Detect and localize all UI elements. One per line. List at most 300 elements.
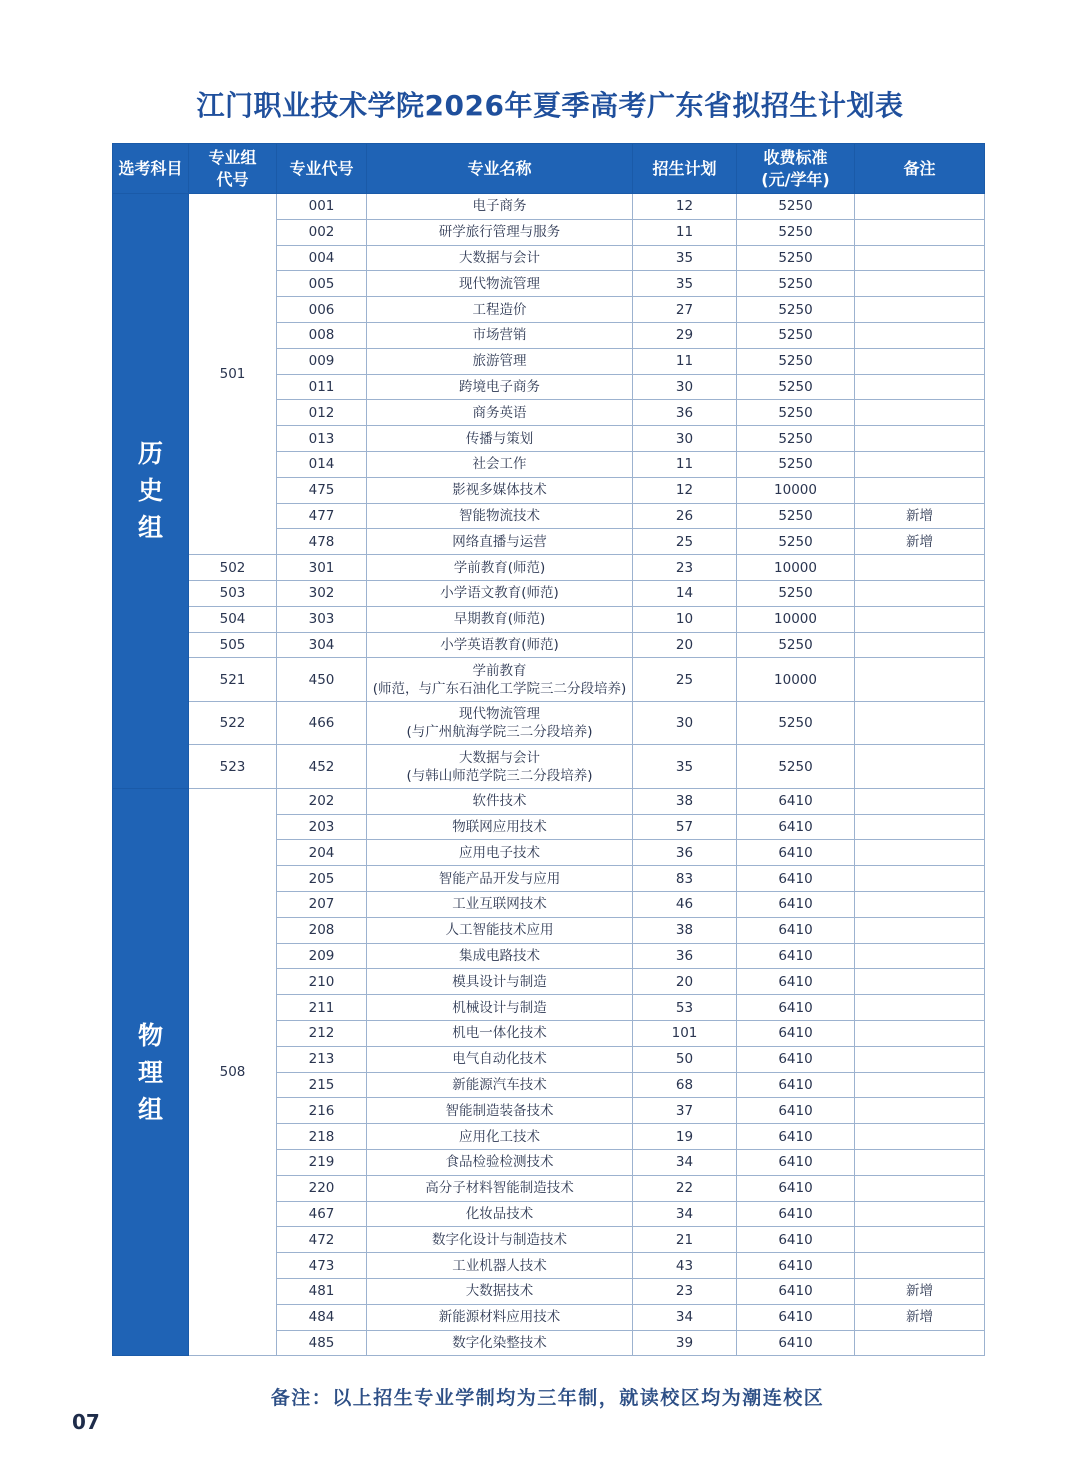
remark-cell xyxy=(855,1150,985,1176)
remark-cell xyxy=(855,400,985,426)
plan-cell: 11 xyxy=(633,451,737,477)
major-code-cell: 472 xyxy=(277,1227,367,1253)
major-code-cell: 008 xyxy=(277,322,367,348)
remark-cell xyxy=(855,814,985,840)
major-code-cell: 204 xyxy=(277,840,367,866)
major-name-cell xyxy=(367,426,633,452)
major-name: 物联网应用技术 xyxy=(452,819,547,836)
fee-cell: 6410 xyxy=(737,1201,855,1227)
table-row xyxy=(113,580,985,606)
remark-cell xyxy=(855,1072,985,1098)
major-name: 食品检验检测技术 xyxy=(445,1154,554,1171)
major-name: 研学旅行管理与服务 xyxy=(438,224,561,241)
fee-cell: 5250 xyxy=(737,322,855,348)
major-code-cell: 203 xyxy=(277,814,367,840)
plan-cell: 30 xyxy=(633,426,737,452)
major-name: 学前教育(师范) xyxy=(453,559,546,576)
table-row xyxy=(113,606,985,632)
remark-cell: 新增 xyxy=(855,529,985,555)
plan-cell: 25 xyxy=(633,658,737,702)
major-code-cell: 477 xyxy=(277,503,367,529)
major-code-cell: 009 xyxy=(277,348,367,374)
major-name: 高分子材料智能制造技术 xyxy=(425,1180,574,1197)
major-code-cell: 014 xyxy=(277,451,367,477)
major-name: 影视多媒体技术 xyxy=(452,482,547,499)
fee-cell: 5250 xyxy=(737,426,855,452)
fee-cell: 6410 xyxy=(737,1072,855,1098)
group-code-cell: 503 xyxy=(189,580,277,606)
major-name-cell xyxy=(367,606,633,632)
major-name: 传播与策划 xyxy=(465,430,534,447)
major-name: 数字化染整技术 xyxy=(452,1334,547,1351)
major-name-cell xyxy=(367,701,633,745)
major-name-cell xyxy=(367,348,633,374)
plan-cell: 50 xyxy=(633,1046,737,1072)
major-name: 旅游管理 xyxy=(472,353,527,370)
plan-cell: 36 xyxy=(633,943,737,969)
plan-cell: 43 xyxy=(633,1253,737,1279)
fee-cell: 5250 xyxy=(737,451,855,477)
remark-cell xyxy=(855,917,985,943)
major-code-cell: 211 xyxy=(277,995,367,1021)
major-code-cell: 303 xyxy=(277,606,367,632)
major-name: 集成电路技术 xyxy=(459,948,540,965)
fee-cell: 10000 xyxy=(737,477,855,503)
major-code-cell: 475 xyxy=(277,477,367,503)
plan-cell: 38 xyxy=(633,917,737,943)
remark-cell xyxy=(855,1253,985,1279)
major-name: 人工智能技术应用 xyxy=(445,922,554,939)
major-name-note: (与广州航海学院三二分段培养) xyxy=(406,724,593,741)
plan-cell: 19 xyxy=(633,1124,737,1150)
remark-cell xyxy=(855,1046,985,1072)
fee-cell: 6410 xyxy=(737,788,855,814)
major-code-cell: 212 xyxy=(277,1021,367,1047)
fee-cell: 6410 xyxy=(737,1330,855,1356)
major-name: 现代物流管理 xyxy=(459,706,540,723)
group-code-cell: 504 xyxy=(189,606,277,632)
remark-cell xyxy=(855,701,985,745)
header-major-name: 专业名称 xyxy=(367,144,633,194)
fee-cell: 6410 xyxy=(737,1021,855,1047)
major-name: 大数据与会计 xyxy=(459,249,540,266)
plan-cell: 35 xyxy=(633,745,737,789)
plan-cell: 12 xyxy=(633,194,737,220)
subject-char: 史 xyxy=(137,476,163,506)
page-title: 江门职业技术学院2026年夏季高考广东省拟招生计划表 xyxy=(196,89,904,122)
major-code-cell: 301 xyxy=(277,555,367,581)
major-name-note: (与韩山师范学院三二分段培养) xyxy=(406,767,593,784)
group-code-cell: 508 xyxy=(189,788,277,1356)
plan-cell: 68 xyxy=(633,1072,737,1098)
major-code-cell: 219 xyxy=(277,1150,367,1176)
fee-cell: 6410 xyxy=(737,1304,855,1330)
major-name-cell xyxy=(367,892,633,918)
table-row xyxy=(113,194,985,220)
remark-cell xyxy=(855,271,985,297)
subject-char: 历 xyxy=(137,439,163,469)
major-code-cell: 210 xyxy=(277,969,367,995)
remark-cell xyxy=(855,245,985,271)
header-remark: 备注 xyxy=(855,144,985,194)
plan-cell: 25 xyxy=(633,529,737,555)
major-code-cell: 004 xyxy=(277,245,367,271)
group-code-cell: 523 xyxy=(189,745,277,789)
major-name-cell xyxy=(367,1330,633,1356)
major-name: 网络直播与运营 xyxy=(452,533,547,550)
major-code-cell: 467 xyxy=(277,1201,367,1227)
remark-cell xyxy=(855,1124,985,1150)
major-name: 社会工作 xyxy=(472,456,527,473)
header-fee-line1: 收费标准 xyxy=(763,147,828,167)
fee-cell: 6410 xyxy=(737,1278,855,1304)
remark-cell xyxy=(855,194,985,220)
fee-cell: 6410 xyxy=(737,1046,855,1072)
major-name: 工业机器人技术 xyxy=(452,1257,547,1274)
remark-cell xyxy=(855,1330,985,1356)
fee-cell: 5250 xyxy=(737,745,855,789)
remark-cell xyxy=(855,322,985,348)
plan-cell: 38 xyxy=(633,788,737,814)
plan-cell: 34 xyxy=(633,1201,737,1227)
header-major-code: 专业代号 xyxy=(277,144,367,194)
plan-cell: 11 xyxy=(633,348,737,374)
header-fee-line2: (元/学年) xyxy=(761,169,830,189)
major-name-cell xyxy=(367,1175,633,1201)
major-code-cell: 216 xyxy=(277,1098,367,1124)
fee-cell: 5250 xyxy=(737,271,855,297)
major-name: 智能制造装备技术 xyxy=(445,1102,554,1119)
major-name: 早期教育(师范) xyxy=(453,611,546,628)
fee-cell: 5250 xyxy=(737,374,855,400)
plan-cell: 34 xyxy=(633,1304,737,1330)
fee-cell: 10000 xyxy=(737,555,855,581)
plan-cell: 23 xyxy=(633,555,737,581)
major-code-cell: 202 xyxy=(277,788,367,814)
subject-char: 理 xyxy=(137,1057,163,1087)
plan-cell: 22 xyxy=(633,1175,737,1201)
header-group-code-line1: 专业组 xyxy=(208,147,257,167)
major-name-cell xyxy=(367,917,633,943)
remark-cell xyxy=(855,451,985,477)
subject-group-cell xyxy=(113,788,189,1356)
major-name-cell xyxy=(367,866,633,892)
major-code-cell: 213 xyxy=(277,1046,367,1072)
major-name-cell xyxy=(367,1098,633,1124)
major-name: 电气自动化技术 xyxy=(452,1051,547,1068)
major-name-cell xyxy=(367,995,633,1021)
plan-cell: 35 xyxy=(633,271,737,297)
major-code-cell: 205 xyxy=(277,866,367,892)
plan-cell: 53 xyxy=(633,995,737,1021)
remark-cell xyxy=(855,840,985,866)
major-code-cell: 006 xyxy=(277,297,367,323)
major-code-cell: 478 xyxy=(277,529,367,555)
table-row xyxy=(113,658,985,702)
group-code-cell: 521 xyxy=(189,658,277,702)
plan-cell: 27 xyxy=(633,297,737,323)
group-code-cell: 501 xyxy=(189,194,277,555)
plan-cell: 14 xyxy=(633,580,737,606)
major-name-cell xyxy=(367,503,633,529)
plan-cell: 10 xyxy=(633,606,737,632)
remark-cell xyxy=(855,788,985,814)
major-name-cell xyxy=(367,529,633,555)
fee-cell: 10000 xyxy=(737,606,855,632)
major-name: 小学英语教育(师范) xyxy=(440,636,559,653)
remark-cell xyxy=(855,555,985,581)
fee-cell: 6410 xyxy=(737,1124,855,1150)
plan-cell: 37 xyxy=(633,1098,737,1124)
remark-cell xyxy=(855,1201,985,1227)
header-subject: 选考科目 xyxy=(113,144,189,194)
major-name: 新能源材料应用技术 xyxy=(438,1309,561,1326)
major-name-cell xyxy=(367,840,633,866)
major-name-cell xyxy=(367,219,633,245)
plan-cell: 30 xyxy=(633,701,737,745)
major-name: 商务英语 xyxy=(472,404,527,421)
subject-group-cell xyxy=(113,194,189,789)
plan-cell: 23 xyxy=(633,1278,737,1304)
major-code-cell: 484 xyxy=(277,1304,367,1330)
plan-cell: 34 xyxy=(633,1150,737,1176)
major-code-cell: 473 xyxy=(277,1253,367,1279)
fee-cell: 6410 xyxy=(737,943,855,969)
remark-cell xyxy=(855,297,985,323)
plan-cell: 20 xyxy=(633,632,737,658)
major-code-cell: 005 xyxy=(277,271,367,297)
major-name-cell xyxy=(367,580,633,606)
major-name: 工业互联网技术 xyxy=(452,896,547,913)
major-name: 数字化设计与制造技术 xyxy=(432,1231,567,1248)
remark-cell: 新增 xyxy=(855,1304,985,1330)
major-name-cell xyxy=(367,451,633,477)
major-name: 工程造价 xyxy=(472,301,527,318)
table-header-row xyxy=(113,144,985,194)
remark-cell xyxy=(855,1175,985,1201)
major-name-cell xyxy=(367,1046,633,1072)
fee-cell: 5250 xyxy=(737,245,855,271)
header-group-code-line2: 代号 xyxy=(216,169,249,189)
fee-cell: 5250 xyxy=(737,503,855,529)
major-name-cell xyxy=(367,1124,633,1150)
fee-cell: 5250 xyxy=(737,348,855,374)
remark-cell xyxy=(855,866,985,892)
major-name: 跨境电子商务 xyxy=(459,378,540,395)
major-code-cell: 012 xyxy=(277,400,367,426)
fee-cell: 5250 xyxy=(737,529,855,555)
major-name: 应用化工技术 xyxy=(459,1128,540,1145)
remark-cell xyxy=(855,995,985,1021)
fee-cell: 6410 xyxy=(737,1253,855,1279)
major-name-cell xyxy=(367,658,633,702)
major-name-cell xyxy=(367,400,633,426)
fee-cell: 10000 xyxy=(737,658,855,702)
major-name-cell xyxy=(367,555,633,581)
major-name-cell xyxy=(367,245,633,271)
fee-cell: 5250 xyxy=(737,297,855,323)
remark-cell xyxy=(855,374,985,400)
fee-cell: 6410 xyxy=(737,892,855,918)
plan-cell: 101 xyxy=(633,1021,737,1047)
subject-char: 物 xyxy=(137,1020,163,1050)
major-name-cell xyxy=(367,1150,633,1176)
plan-cell: 12 xyxy=(633,477,737,503)
major-code-cell: 001 xyxy=(277,194,367,220)
major-name: 应用电子技术 xyxy=(459,844,540,861)
page-number: 07 xyxy=(72,1410,100,1434)
major-name-cell xyxy=(367,1201,633,1227)
major-name-cell xyxy=(367,477,633,503)
plan-cell: 39 xyxy=(633,1330,737,1356)
remark-cell xyxy=(855,580,985,606)
major-name-cell xyxy=(367,322,633,348)
group-code-cell: 522 xyxy=(189,701,277,745)
fee-cell: 6410 xyxy=(737,1150,855,1176)
major-code-cell: 209 xyxy=(277,943,367,969)
major-name-cell xyxy=(367,1227,633,1253)
major-name: 新能源汽车技术 xyxy=(452,1077,547,1093)
major-name-cell xyxy=(367,1253,633,1279)
plan-cell: 36 xyxy=(633,840,737,866)
remark-cell xyxy=(855,426,985,452)
major-name: 软件技术 xyxy=(472,793,527,810)
major-name: 智能物流技术 xyxy=(459,507,540,524)
group-code-cell: 505 xyxy=(189,632,277,658)
major-name-cell xyxy=(367,1304,633,1330)
remark-cell xyxy=(855,606,985,632)
major-name-cell xyxy=(367,1021,633,1047)
major-name-cell xyxy=(367,1278,633,1304)
table-row xyxy=(113,745,985,789)
header-fee xyxy=(737,144,855,194)
plan-cell: 29 xyxy=(633,322,737,348)
major-name: 大数据技术 xyxy=(465,1283,534,1300)
major-code-cell: 302 xyxy=(277,580,367,606)
enrollment-plan-table xyxy=(112,143,985,1356)
remark-cell xyxy=(855,477,985,503)
major-code-cell: 220 xyxy=(277,1175,367,1201)
fee-cell: 5250 xyxy=(737,580,855,606)
remark-cell xyxy=(855,1098,985,1124)
major-code-cell: 013 xyxy=(277,426,367,452)
plan-cell: 11 xyxy=(633,219,737,245)
plan-cell: 21 xyxy=(633,1227,737,1253)
major-name: 小学语文教育(师范) xyxy=(440,585,559,602)
major-code-cell: 208 xyxy=(277,917,367,943)
major-name-cell xyxy=(367,194,633,220)
major-code-cell: 218 xyxy=(277,1124,367,1150)
fee-cell: 5250 xyxy=(737,219,855,245)
fee-cell: 6410 xyxy=(737,814,855,840)
plan-cell: 35 xyxy=(633,245,737,271)
remark-cell xyxy=(855,943,985,969)
group-code-cell: 502 xyxy=(189,555,277,581)
fee-cell: 5250 xyxy=(737,632,855,658)
major-name: 市场营销 xyxy=(472,327,527,344)
remark-cell xyxy=(855,745,985,789)
plan-cell: 83 xyxy=(633,866,737,892)
remark-cell: 新增 xyxy=(855,1278,985,1304)
remark-cell xyxy=(855,658,985,702)
subject-char: 组 xyxy=(137,1094,163,1124)
major-code-cell: 304 xyxy=(277,632,367,658)
major-name-cell xyxy=(367,297,633,323)
major-code-cell: 485 xyxy=(277,1330,367,1356)
remark-cell xyxy=(855,1227,985,1253)
remark-cell xyxy=(855,969,985,995)
plan-cell: 57 xyxy=(633,814,737,840)
major-name-cell xyxy=(367,969,633,995)
remark-cell xyxy=(855,348,985,374)
fee-cell: 5250 xyxy=(737,194,855,220)
remark-cell xyxy=(855,632,985,658)
table-row xyxy=(113,701,985,745)
major-name: 机械设计与制造 xyxy=(452,999,547,1016)
fee-cell: 6410 xyxy=(737,917,855,943)
plan-cell: 46 xyxy=(633,892,737,918)
header-plan: 招生计划 xyxy=(633,144,737,194)
major-name-note: (师范，与广东石油化工学院三二分段培养) xyxy=(372,680,627,697)
fee-cell: 6410 xyxy=(737,1227,855,1253)
header-group-code xyxy=(189,144,277,194)
major-name-cell xyxy=(367,632,633,658)
major-name-cell xyxy=(367,271,633,297)
major-code-cell: 452 xyxy=(277,745,367,789)
major-name-cell xyxy=(367,814,633,840)
major-name: 电子商务 xyxy=(472,198,527,215)
major-name-cell xyxy=(367,1072,633,1098)
plan-cell: 36 xyxy=(633,400,737,426)
major-name-cell xyxy=(367,745,633,789)
subject-char: 组 xyxy=(137,513,163,543)
major-name: 学前教育 xyxy=(472,662,527,679)
remark-cell xyxy=(855,1021,985,1047)
fee-cell: 6410 xyxy=(737,1175,855,1201)
major-code-cell: 466 xyxy=(277,701,367,745)
fee-cell: 5250 xyxy=(737,400,855,426)
fee-cell: 6410 xyxy=(737,840,855,866)
table-row xyxy=(113,788,985,814)
major-name: 机电一体化技术 xyxy=(452,1025,547,1042)
major-code-cell: 450 xyxy=(277,658,367,702)
table-row xyxy=(113,632,985,658)
major-name: 化妆品技术 xyxy=(465,1205,534,1222)
major-name: 模具设计与制造 xyxy=(452,973,547,990)
fee-cell: 6410 xyxy=(737,969,855,995)
fee-cell: 6410 xyxy=(737,995,855,1021)
fee-cell: 5250 xyxy=(737,701,855,745)
major-code-cell: 207 xyxy=(277,892,367,918)
major-code-cell: 481 xyxy=(277,1278,367,1304)
table-row xyxy=(113,555,985,581)
major-name-cell xyxy=(367,374,633,400)
plan-cell: 30 xyxy=(633,374,737,400)
major-name: 现代物流管理 xyxy=(459,275,540,292)
major-name-cell xyxy=(367,943,633,969)
fee-cell: 6410 xyxy=(737,1098,855,1124)
major-name-cell xyxy=(367,788,633,814)
major-name: 大数据与会计 xyxy=(459,749,540,766)
remark-cell xyxy=(855,892,985,918)
plan-cell: 26 xyxy=(633,503,737,529)
major-name: 智能产品开发与应用 xyxy=(438,870,561,887)
major-code-cell: 215 xyxy=(277,1072,367,1098)
major-code-cell: 011 xyxy=(277,374,367,400)
footnote: 备注：以上招生专业学制均为三年制，就读校区均为潮连校区 xyxy=(270,1387,825,1409)
remark-cell xyxy=(855,219,985,245)
plan-cell: 20 xyxy=(633,969,737,995)
